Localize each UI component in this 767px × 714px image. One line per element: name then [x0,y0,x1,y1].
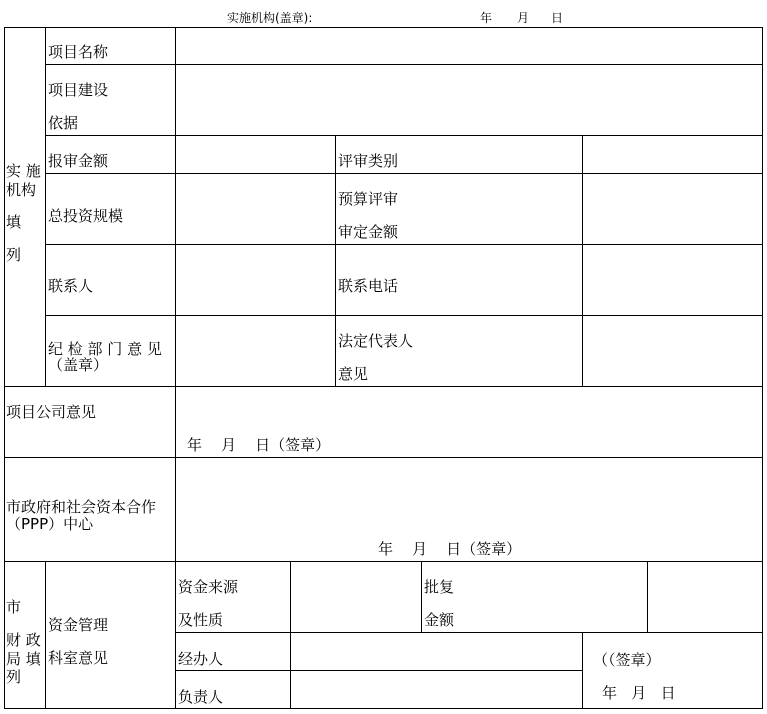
legal-rep-opinion-label-1: 法定代表人 [338,332,414,350]
fund-mgmt-dept-label-1: 资金管理 [48,616,109,634]
header-year: 年 [480,11,493,25]
finance-group-label-4: 列 [6,668,22,686]
project-name-label: 项目名称 [48,43,109,61]
finance-sign-date: 年 月 日 [602,684,676,702]
legal-rep-opinion-label-2: 意见 [338,365,369,383]
table-border-left [4,27,5,709]
approved-amount-label-2: 金额 [424,611,455,629]
finance-sign-label: （（签章） [593,651,661,669]
org-seal-label: 实施机构(盖章): [227,11,313,25]
divider [421,561,422,632]
project-company-label: 项目公司意见 [6,403,97,421]
fund-mgmt-dept-label-2: 科室意见 [48,649,109,667]
project-basis-label-1: 项目建设 [48,81,109,99]
fund-source-label-1: 资金来源 [178,578,239,596]
divider [45,561,46,709]
impl-group-label-2: 机构 [6,181,37,199]
fund-source-label-2: 及性质 [178,611,224,629]
header-day: 日 [551,11,564,25]
table-border-right [762,27,763,709]
impl-group-label-3: 填 [6,213,22,231]
impl-group-label-1: 实 施 [6,162,41,180]
budget-review-label-1: 预算评审 [338,190,399,208]
approved-amount-label-1: 批复 [424,578,455,596]
project-company-sign-line: 年 月 日（签章） [187,436,331,454]
total-investment-label: 总投资规模 [48,207,124,225]
contact-field[interactable] [176,245,335,315]
budget-review-label-2: 审定金额 [338,223,399,241]
table-border-bottom [4,708,763,709]
ppp-center-label-2: （PPP）中心 [6,515,94,533]
finance-group-label-2: 财 政 [6,631,41,649]
legal-rep-opinion-field[interactable] [583,316,762,386]
approved-amount-field[interactable] [648,562,762,632]
discipline-opinion-label-1: 纪 检 部 门 意 见 [48,340,162,358]
contact-phone-field[interactable] [583,245,762,315]
project-basis-label-2: 依据 [48,114,79,132]
discipline-opinion-field[interactable] [176,316,335,386]
submitted-amount-label: 报审金额 [48,152,109,170]
review-category-field[interactable] [583,136,762,173]
person-in-charge-label: 负责人 [178,688,224,706]
project-basis-field[interactable] [176,65,762,135]
discipline-opinion-label-2: （盖章） [48,356,109,374]
contact-phone-label: 联系电话 [338,277,399,295]
handler-label: 经办人 [178,650,224,668]
total-investment-field[interactable] [176,174,335,244]
impl-group-label-4: 列 [6,246,22,264]
ppp-center-label-1: 市政府和社会资本合作 [6,498,157,516]
fund-source-field[interactable] [291,562,421,632]
person-in-charge-field[interactable] [291,671,582,708]
finance-group-label-1: 市 [6,598,22,616]
submitted-amount-field[interactable] [176,136,335,173]
handler-field[interactable] [291,633,582,670]
header-month: 月 [517,11,530,25]
contact-label: 联系人 [48,277,94,295]
review-category-label: 评审类别 [338,152,399,170]
project-name-field[interactable] [176,28,762,64]
finance-group-label-3: 局 填 [6,650,41,668]
ppp-center-sign-line: 年 月 日（签章） [378,540,522,558]
divider [45,27,46,386]
budget-review-field[interactable] [583,174,762,244]
